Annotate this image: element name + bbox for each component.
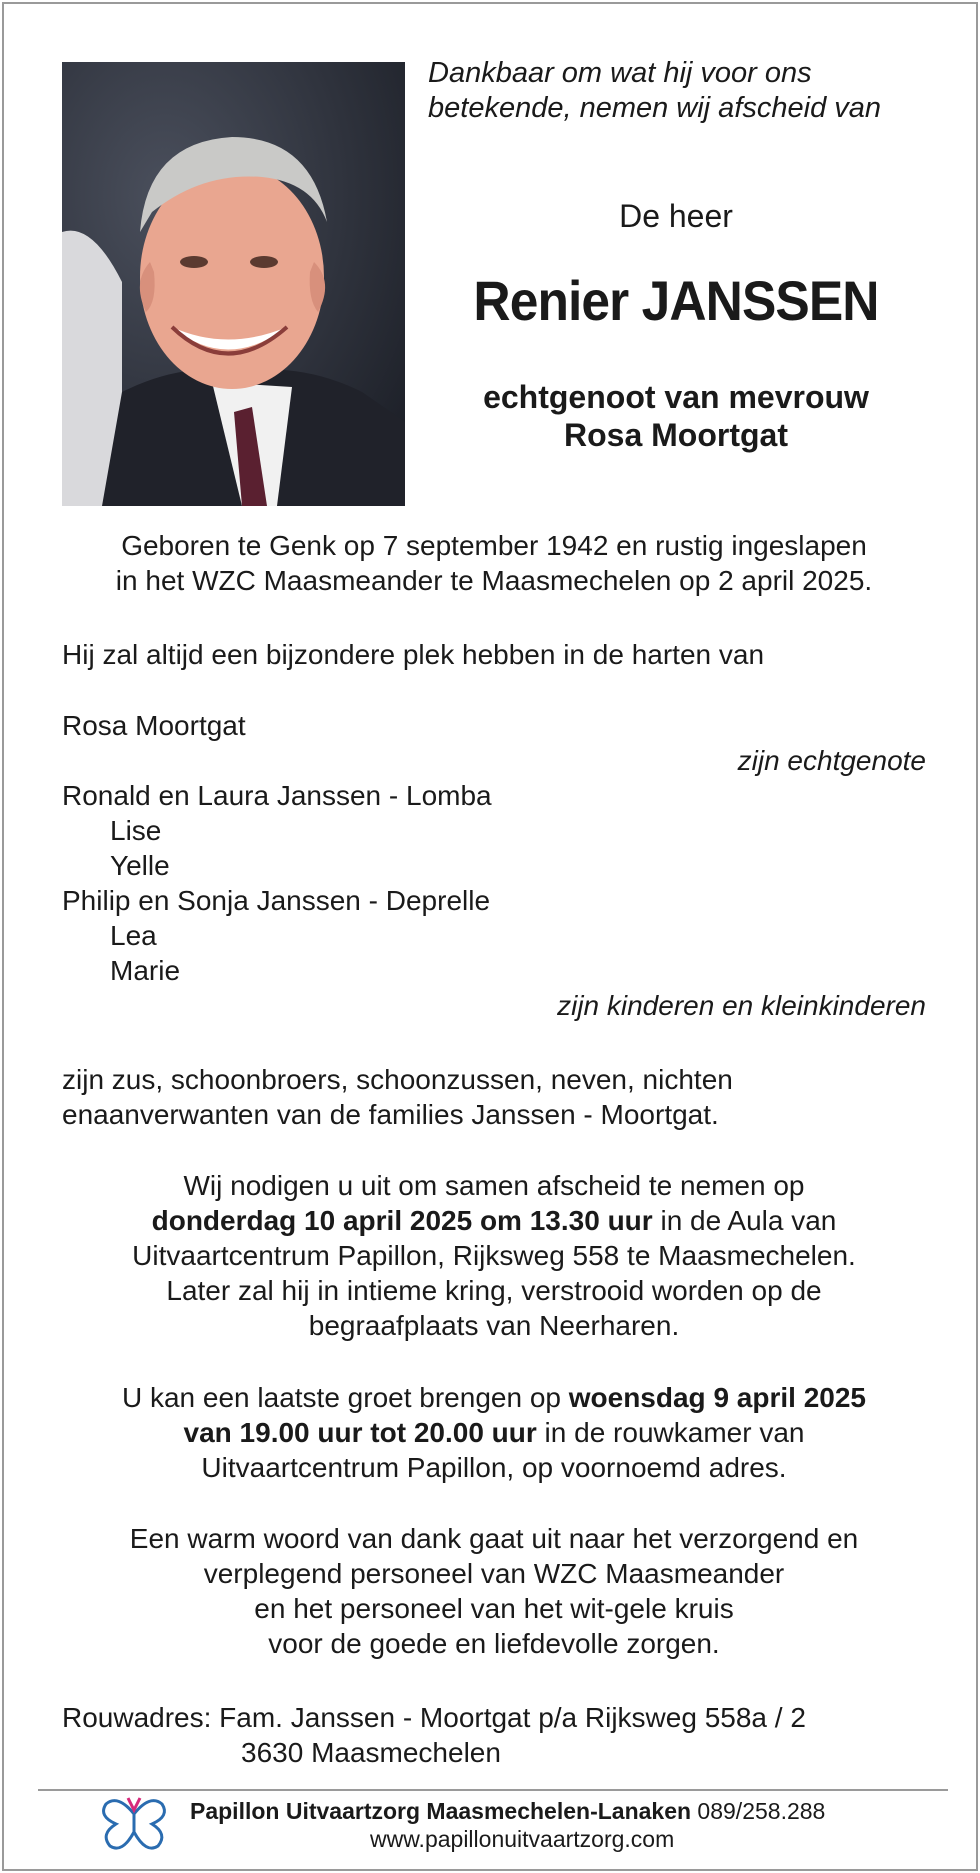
- relatives-line: enaanverwanten van de families Janssen - Moortgat.: [62, 1099, 719, 1130]
- intro-line: Dankbaar om wat hij voor ons: [428, 57, 812, 89]
- child-family: Philip en Sonja Janssen - Deprelle: [62, 885, 491, 916]
- spouse-line: echtgenoot van mevrouw: [483, 379, 869, 415]
- greeting-line: [62, 1380, 926, 1415]
- birth-text: [62, 528, 926, 598]
- address-line: 3630 Maasmechelen: [241, 1737, 501, 1768]
- greeting-text: [62, 1380, 926, 1485]
- birth-line: Geboren te Genk op 7 september 1942 en rustig ingeslapen: [121, 530, 867, 561]
- thanks-line: en het personeel van het wit-gele kruis: [254, 1593, 734, 1624]
- invite-line: Uitvaartcentrum Papillon, Rijksweg 558 te Maasmechelen.: [132, 1240, 856, 1271]
- special-place-text: Hij zal altijd een bijzondere plek hebben in de harten van: [62, 639, 765, 670]
- grandchild: Lea: [110, 920, 157, 951]
- invite-line: [62, 1203, 926, 1238]
- thanks-line: voor de goede en liefdevolle zorgen.: [268, 1628, 720, 1659]
- butterfly-icon: [98, 1794, 170, 1854]
- invite-line: Wij nodigen u uit om samen afscheid te nemen op: [183, 1170, 805, 1201]
- grandchild: Marie: [110, 955, 181, 986]
- portrait-image: [62, 62, 405, 506]
- spouse-role: zijn echtgenote: [737, 745, 926, 776]
- obituary-card: [2, 2, 978, 1871]
- relatives-text: [62, 1062, 926, 1132]
- grandchild: Lise: [110, 815, 162, 846]
- grandchild: Yelle: [110, 850, 170, 881]
- family-list: [62, 708, 926, 1023]
- invite-line: Later zal hij in intieme kring, verstrooid worden op de: [166, 1275, 822, 1306]
- greeting-line: [62, 1415, 926, 1450]
- company-website[interactable]: www.papillonuitvaartzorg.com: [370, 1826, 675, 1852]
- children-role: zijn kinderen en kleinkinderen: [557, 990, 926, 1021]
- thanks-text: [62, 1521, 926, 1661]
- relatives-line: zijn zus, schoonbroers, schoonzussen, neven, nichten: [62, 1064, 733, 1095]
- spouse-info: [428, 378, 924, 454]
- invite-line: begraafplaats van Neerharen.: [308, 1310, 680, 1341]
- deceased-name: Renier JANSSEN: [473, 269, 879, 332]
- company-phone: 089/258.288: [691, 1798, 826, 1824]
- invite-fragment: in de Aula van: [652, 1205, 837, 1236]
- spouse-line: Rosa Moortgat: [564, 417, 788, 453]
- company-name: Papillon Uitvaartzorg Maasmechelen-Lanaken: [190, 1798, 692, 1824]
- address-line: Rouwadres: Fam. Janssen - Moortgat p/a Rijksweg 558a / 2: [62, 1702, 806, 1733]
- footer-divider: [38, 1789, 948, 1791]
- intro-line: betekende, nemen wij afscheid van: [428, 92, 882, 124]
- birth-line: in het WZC Maasmeander te Maasmechelen op 2 april 2025.: [115, 565, 873, 596]
- spouse-name: Rosa Moortgat: [62, 710, 246, 741]
- intro-text: [428, 56, 948, 126]
- mourning-address: [62, 1700, 926, 1770]
- greeting-time: van 19.00 uur tot 20.00 uur: [183, 1417, 537, 1448]
- greeting-fragment: in de rouwkamer van: [536, 1417, 805, 1448]
- ceremony-date: donderdag 10 april 2025 om 13.30 uur: [151, 1205, 653, 1236]
- child-family: Ronald en Laura Janssen - Lomba: [62, 780, 492, 811]
- thanks-line: Een warm woord van dank gaat uit naar het verzorgend en: [129, 1523, 859, 1554]
- invitation-text: [62, 1168, 926, 1343]
- funeral-company: [190, 1798, 825, 1825]
- thanks-line: verplegend personeel van WZC Maasmeander: [203, 1558, 785, 1589]
- greeting-line: Uitvaartcentrum Papillon, op voornoemd adres.: [201, 1452, 787, 1483]
- greeting-date: woensdag 9 april 2025: [568, 1382, 866, 1413]
- greeting-fragment: U kan een laatste groet brengen op: [121, 1382, 569, 1413]
- portrait-photo: [62, 62, 405, 506]
- honorific: De heer: [619, 198, 733, 234]
